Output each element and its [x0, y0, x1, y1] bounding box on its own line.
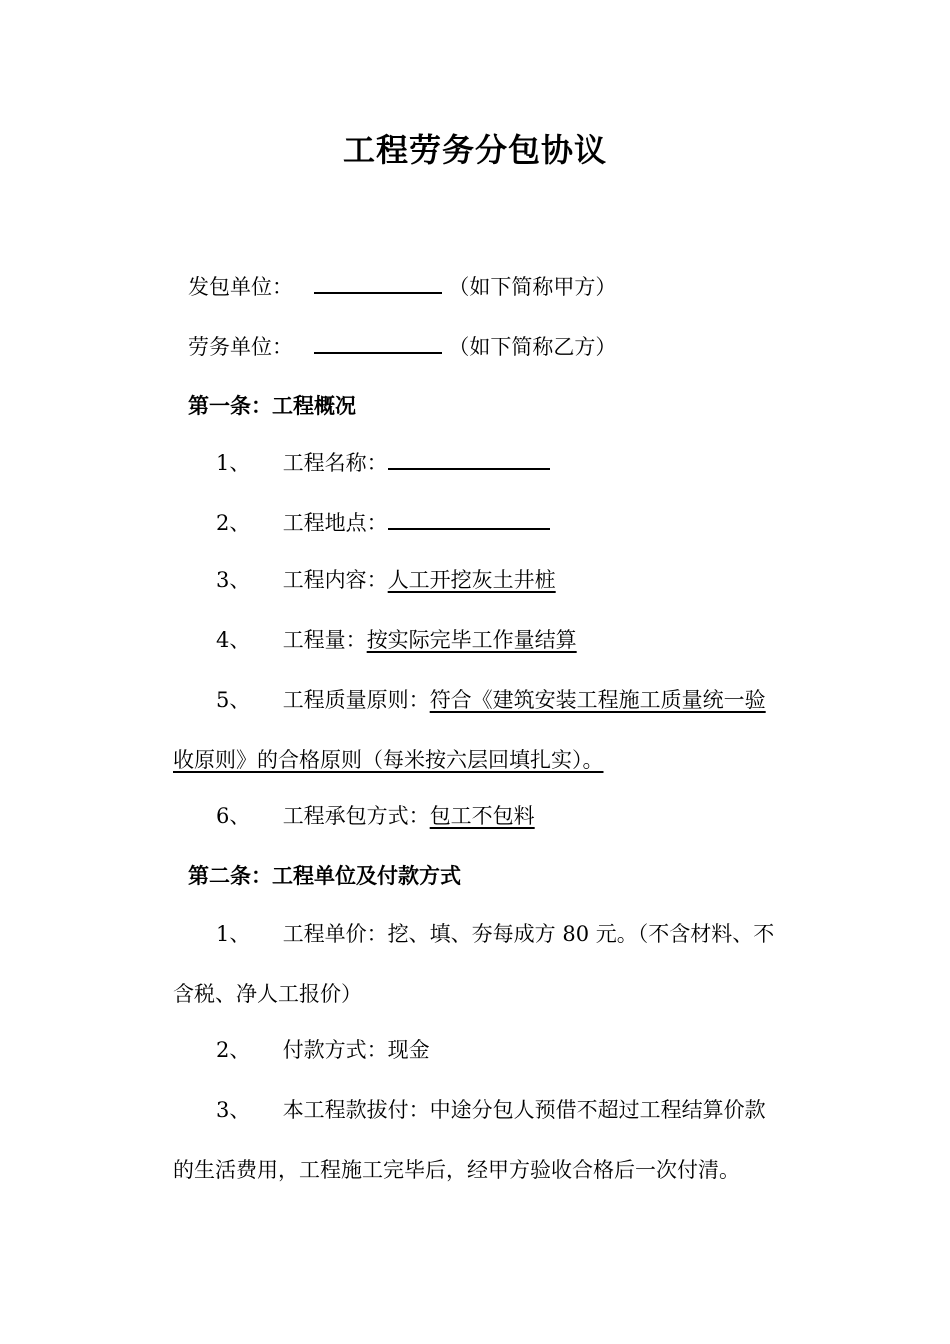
article1-heading: 第一条：工程概况	[188, 393, 356, 418]
article1-item-4	[216, 626, 637, 654]
article2-heading: 第二条：工程单位及付款方式	[188, 863, 461, 888]
article2-item-3	[216, 1096, 766, 1124]
article2-item-2	[216, 1036, 430, 1064]
article2-item-1	[216, 920, 774, 948]
employer-line	[188, 272, 616, 301]
item-label: 工程质量原则：	[282, 688, 430, 712]
item-number: 1、	[216, 922, 251, 946]
item-text: 付款方式：现金	[282, 1038, 430, 1062]
article2-item-3-continuation: 的生活费用，工程施工完毕后，经甲方验收合格后一次付清。	[173, 1158, 740, 1182]
labor-line	[188, 332, 616, 361]
article1-item-2	[216, 508, 550, 537]
article1-item-5	[216, 686, 766, 714]
employer-suffix: （如下简称甲方）	[448, 275, 617, 299]
article1-item-5-continuation	[173, 746, 604, 774]
item-number: 1、	[216, 451, 251, 475]
project-location-blank	[388, 508, 550, 530]
item-label: 工程地点：	[282, 511, 388, 535]
item-number: 4、	[216, 628, 251, 652]
item-value: 按实际完毕工作量结算	[366, 628, 577, 652]
item-number: 5、	[216, 688, 251, 712]
article1-item-1	[216, 448, 550, 477]
document-title: 工程劳务分包协议	[342, 131, 607, 169]
item-number: 2、	[216, 511, 251, 535]
labor-blank	[314, 332, 442, 354]
item-value: 人工开挖灰土井桩	[387, 568, 556, 592]
item-label: 工程量：	[282, 628, 367, 652]
employer-blank	[314, 272, 442, 294]
item-number: 2、	[216, 1038, 251, 1062]
item-number: 6、	[216, 804, 251, 828]
item-label: 工程承包方式：	[282, 804, 430, 828]
project-name-blank	[388, 448, 550, 470]
article2-item-1-continuation: 含税、净人工报价）	[173, 982, 362, 1006]
employer-label: 发包单位：	[188, 275, 293, 299]
item-value: 符合《建筑安装工程施工质量统一验	[429, 688, 766, 712]
item-value-continuation: 收原则》的合格原则（每米按六层回填扎实）。	[173, 748, 604, 772]
item-value: 包工不包料	[429, 804, 535, 828]
labor-suffix: （如下简称乙方）	[448, 335, 617, 359]
item-label: 工程名称：	[282, 451, 388, 475]
labor-label: 劳务单位：	[188, 335, 293, 359]
article1-item-6	[216, 802, 535, 830]
article1-item-3	[216, 566, 628, 594]
item-number: 3、	[216, 568, 251, 592]
item-text: 工程单价：挖、填、夯每成方 80 元。（不含材料、不	[282, 922, 775, 946]
item-number: 3、	[216, 1098, 251, 1122]
item-text: 本工程款拔付：中途分包人预借不超过工程结算价款	[282, 1098, 766, 1122]
item-label: 工程内容：	[282, 568, 388, 592]
